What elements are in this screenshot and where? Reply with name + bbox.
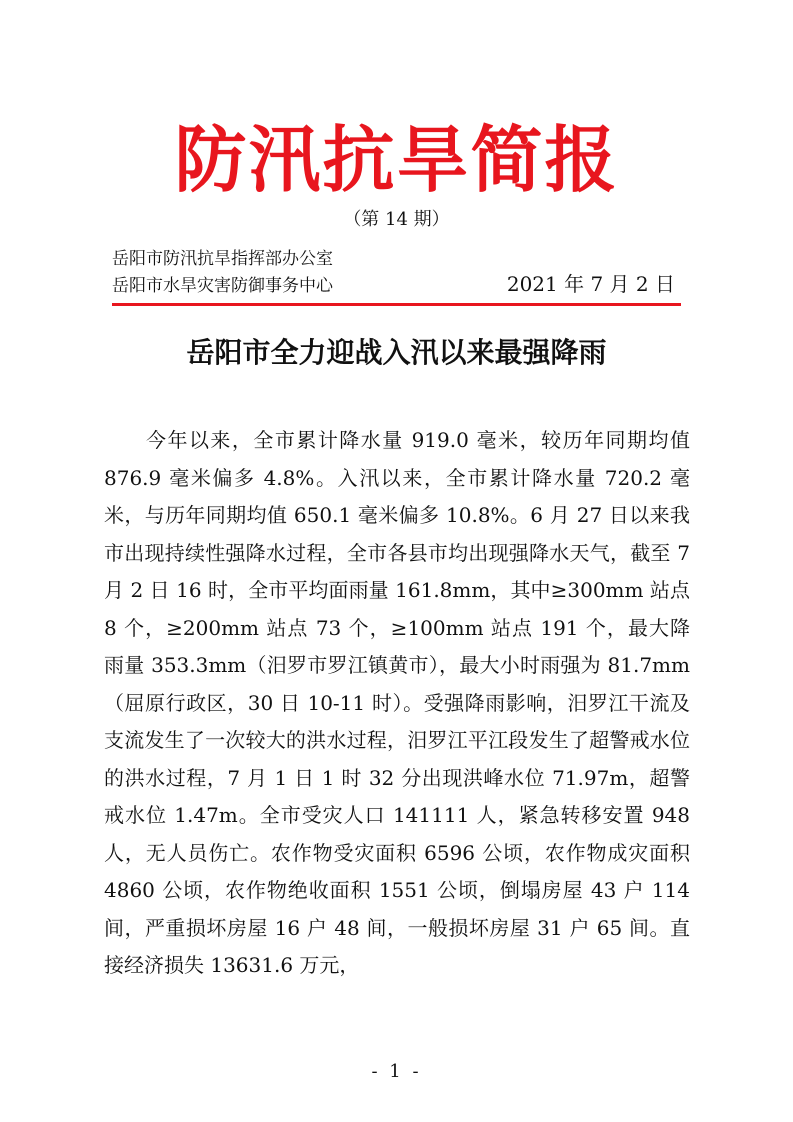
- issuer-center: 岳阳市水旱灾害防御事务中心: [112, 276, 333, 296]
- article-body: 今年以来，全市累计降水量 919.0 毫米，较历年同期均值 876.9 毫米偏多 4.8%。入汛以来，全市累计降水量 720.2 毫米，与历年同期均值 650.1 毫米偏多 10.8%。6 月 27 日以来我市出现持续性强降水过程，全市各县市均出现强降水天气，截至 7 月 2 日 16 时，全市平均面雨量 161.8mm，其中≥300mm 站点 8 个，≥200mm 站点 73 个，≥100mm 站点 191 个，最大降雨量 353.3mm（汨罗市罗江镇黄市），最大小时雨强为 81.7mm（屈原行政区，30 日 10-11 时）。受强降雨影响，汨罗江干流及支流发生了一次较大的洪水过程，汨罗江平江段发生了超警戒水位的洪水过程，7 月 1 日 1 时 32 分出现洪峰水位 71.97m，超警戒水位 1.47m。全市受灾人口 141111 人，紧急转移安置 948 人，无人员伤亡。农作物受灾面积 6596 公顷，农作物成灾面积 4860 公顷，农作物绝收面积 1551 公顷，倒塌房屋 43 户 114 间，严重损坏房屋 16 户 48 间，一般损坏房屋 31 户 65 间。直接经济损失 13631.6 万元，: [104, 428, 690, 977]
- issue-date: 2021 年 7 月 2 日: [506, 272, 675, 296]
- header-divider: [112, 303, 681, 306]
- page-number: - 1 -: [371, 1061, 422, 1082]
- masthead-title: 防汛抗旱简报: [174, 117, 619, 202]
- article-headline: 岳阳市全力迎战入汛以来最强降雨: [186, 336, 607, 369]
- issue-number: （第 14 期）: [343, 209, 450, 230]
- issuer-office: 岳阳市防汛抗旱指挥部办公室: [112, 249, 333, 269]
